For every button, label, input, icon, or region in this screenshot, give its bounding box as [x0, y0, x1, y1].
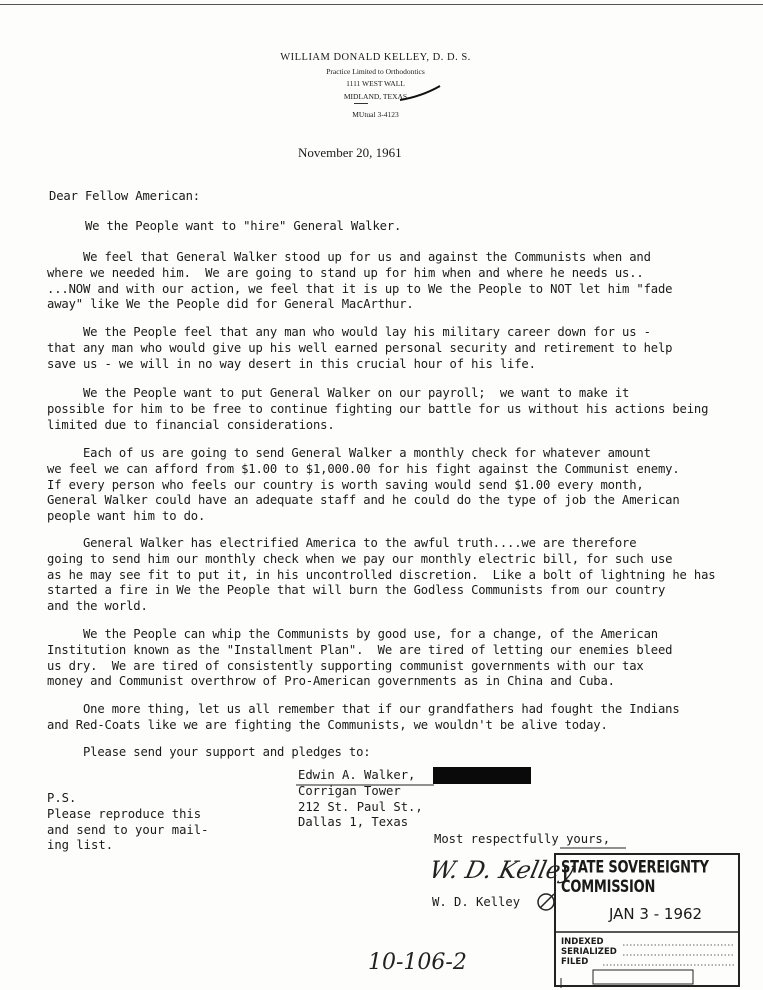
- paragraph-6: General Walker has electrified America to the awful truth....we are therefore going to send him our monthly check when we pay our monthly electric bill, for such use as he may see fit to put it, in his uncontrolled discretion. Like a bolt of lightning he has started a fire in We the People that will burn the Godless Communists from our country and the world.: [47, 536, 716, 614]
- paragraph-1: We the People want to "hire" General Walker.: [49, 219, 402, 233]
- handwritten-signature: W. D. Kelley: [427, 856, 577, 884]
- stamp-title: STATE SOVEREIGNTY COMMISSION: [561, 858, 709, 897]
- stamp-serialized: SERIALIZED: [561, 947, 617, 957]
- letterhead-phone: MUtual 3-4123: [352, 110, 399, 119]
- paragraph-7: We the People can whip the Communists by good use, for a change, of the American Institution known as the "Installment Plan". We are tired of letting our enemies bleed us dry. We are tired of consistently supporting communist governments with our tax money and Communist overthrow of Pro-American governments as in China and Cuba.: [47, 627, 673, 689]
- typed-signer-name: W. D. Kelley: [432, 895, 521, 909]
- stamp-filed: FILED: [561, 957, 589, 967]
- closing-line: Most respectfully yours,: [434, 832, 611, 846]
- paragraph-3: We the People feel that any man who would lay his military career down for us - that any man who would give up his well earned personal security and retirement to help save us - we will in no way desert in this crucial hour of his life.: [47, 325, 673, 371]
- letterhead-name: WILLIAM DONALD KELLEY, D. D. S.: [280, 52, 471, 63]
- letter-date: November 20, 1961: [298, 145, 402, 160]
- postscript: P.S. Please reproduce this and send to your mail- ing list.: [47, 791, 209, 853]
- stamp-indexed: INDEXED: [561, 937, 604, 947]
- paragraph-2: We feel that General Walker stood up for us and against the Communists when and where we needed him. We are going to stand up for him when and where he needs us.. ...NOW and with our action, we feel that it is up to We the People to NOT let him "fade away" like We the People did for General MacArthur.: [47, 250, 673, 312]
- mailing-address: Edwin A. Walker, Corrigan Tower 212 St. Paul St., Dallas 1, Texas: [298, 768, 423, 830]
- letterhead-rule: [354, 103, 368, 104]
- address-underline: [296, 783, 436, 787]
- paragraph-8: One more thing, let us all remember that if our grandfathers had fought the Indians and Red-Coats like we are fighting the Communists, we wouldn't be alive today.: [47, 702, 680, 732]
- letterhead-city: MIDLAND, TEXAS: [343, 92, 408, 101]
- stamp-date: JAN 3 - 1962: [609, 905, 703, 923]
- handwritten-file-number: 10-106-2: [368, 950, 467, 975]
- page-top-rule: [0, 4, 763, 5]
- letterhead-street: 1111 WEST WALL: [346, 79, 405, 88]
- letterhead-practice: Practice Limited to Orthodontics: [326, 67, 425, 76]
- closing-underline: [560, 846, 630, 850]
- paragraph-9: Please send your support and pledges to:: [47, 745, 371, 759]
- paragraph-5: Each of us are going to send General Walker a monthly check for whatever amount we feel we can afford from $1.00 to $1,000.00 for his fight against the Communist enemy. If every person who feels our country is worth saving would send $1.00 every month, General Walker could have an adequate staff and he could do the type of job the American people want him to do.: [47, 446, 680, 524]
- paragraph-4: We the People want to put General Walker on our payroll; we want to make it possible for him to be free to continue fighting our battle for us without his actions being limited due to financial considerations.: [47, 386, 709, 432]
- salutation: Dear Fellow American:: [49, 189, 200, 203]
- redaction-bar: [433, 767, 531, 784]
- ink-stroke-mark: [398, 84, 444, 104]
